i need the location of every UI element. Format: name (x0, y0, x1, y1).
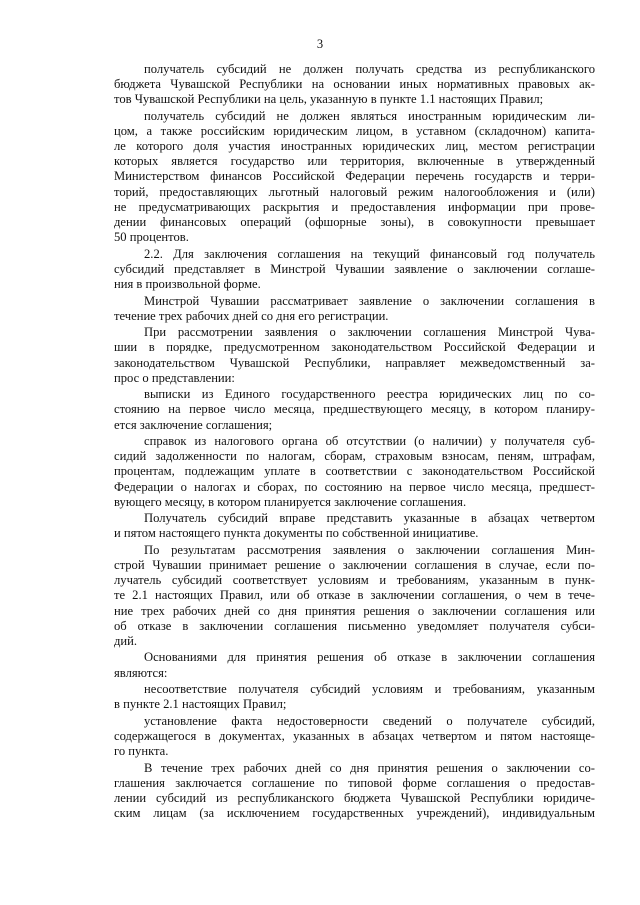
text-line: 50 процентов. (114, 230, 189, 245)
text-line: законодательством Чувашской Республики, направляет межведомственный за- (114, 355, 595, 370)
text-line: те 2.1 настоящих Правил, или об отказе в заключении соглашения, о чем в тече- (114, 588, 595, 603)
text-line: строй Чувашии принимает решение о заключении соглашения в случае, если по- (114, 558, 595, 573)
text-line: бюджета Чувашской Республики на основании иных нормативных правовых ак- (114, 77, 595, 92)
text-line: тов Чувашской Республики на цель, указанную в пункте 1.1 настоящих Правил; (114, 92, 544, 107)
text-line: лении субсидий из республиканского бюджета Чувашской Республики юридиче- (114, 791, 595, 806)
paragraph (114, 325, 595, 386)
text-line: стоянию на первое число месяца, предшествующего месяцу, в котором планиру- (114, 402, 595, 417)
text-line: торий, предоставляющих льготный налоговый режим налогообложения и (или) (114, 184, 595, 199)
text-line: глашения заключается соглашение по типовой форме соглашения о предостав- (114, 775, 595, 790)
text-line: и пятом настоящего пункта документы по собственной инициативе. (114, 526, 479, 541)
text-line: 2.2. Для заключения соглашения на текущий финансовый год получатель (144, 246, 595, 261)
text-line: течение трех рабочих дней со дня его регистрации. (114, 308, 389, 323)
text-line: ле которого доля участия иностранных юридических лиц, местом регистрации (114, 139, 595, 154)
text-line: процентам, подлежащим уплате в соответствии с законодательством Российской (114, 464, 595, 479)
text-line: ние трех рабочих дней со дня принятия решения о заключении соглашения или (114, 603, 595, 618)
text-line: дий. (114, 633, 138, 648)
text-line: выписки из Единого государственного реестра юридических лиц по со- (144, 387, 595, 402)
paragraph (114, 543, 595, 649)
text-line: субсидий представляет в Минстрой Чувашии заявление о заключении соглаше- (114, 261, 595, 276)
text-line: В течение трех рабочих дней со дня принятия решения о заключении со- (144, 760, 595, 775)
text-line: которых является государство или территория, включенные в утвержденный (114, 154, 595, 169)
document-body (114, 62, 595, 823)
paragraph (114, 247, 595, 292)
text-line: цом, а также российским юридическим лицом, в уставном (складочном) капита- (114, 124, 595, 139)
paragraph (114, 434, 595, 510)
text-line: дении финансовых операций (офшорные зоны), в совокупности превышает (114, 214, 595, 229)
text-line: получатель субсидий не должен являться иностранным юридическим ли- (144, 108, 595, 123)
text-line: ется заключение соглашения; (114, 417, 273, 432)
text-line: ния в произвольной форме. (114, 276, 261, 291)
paragraph (114, 682, 595, 712)
text-line: несоответствие получателя субсидий условиям и требованиям, указанным (144, 682, 595, 697)
text-line: вующего месяцу, в котором планируется заключение соглашения. (114, 494, 467, 509)
text-line: шии в порядке, предусмотренном законодательством Российской Федерации и (114, 340, 595, 355)
page-number: 3 (316, 37, 324, 51)
text-line: лучатель субсидий соответствует условиям и требованиям, указанным в пунк- (114, 573, 595, 588)
paragraph (114, 109, 595, 245)
text-line: При рассмотрении заявления о заключении соглашения Минстрой Чува- (144, 325, 595, 340)
paragraph (114, 294, 595, 324)
paragraph (114, 511, 595, 541)
text-line: сидий задолженности по налогам, сборам, страховым взносам, пеням, штрафам, (114, 449, 595, 464)
text-line: об отказе в заключении соглашения письменно уведомляет получателя субси- (114, 618, 595, 633)
text-line: Федерации о налогах и сборах, по состоянию на первое число месяца, предшест- (114, 479, 595, 494)
text-line: Министерством финансов Российской Федерации перечень государств и терри- (114, 169, 595, 184)
text-line: установление факта недостоверности сведений о получателе субсидий, (144, 713, 595, 728)
text-line: Получатель субсидий вправе представить указанные в абзацах четвертом (144, 511, 595, 526)
paragraph (114, 62, 595, 107)
paragraph (114, 761, 595, 822)
text-line: го пункта. (114, 744, 169, 759)
paragraph (114, 650, 595, 680)
text-line: справок из налогового органа об отсутствии (о наличии) у получателя суб- (144, 434, 595, 449)
text-line: в пункте 2.1 настоящих Правил; (114, 697, 287, 712)
text-line: Основаниями для принятия решения об отказе в заключении соглашения (144, 650, 595, 665)
text-line: Минстрой Чувашии рассматривает заявление о заключении соглашения в (144, 293, 595, 308)
paragraph (114, 714, 595, 759)
text-line: ским лицам (за исключением государственных учреждений), индивидуальным (114, 806, 595, 821)
text-line: не предусматривающих раскрытия и предоставления информации при прове- (114, 199, 595, 214)
text-line: По результатам рассмотрения заявления о заключении соглашения Мин- (144, 542, 595, 557)
text-line: содержащегося в документах, указанных в абзацах четвертом и пятом настояще- (114, 729, 595, 744)
text-line: прос о представлении: (114, 370, 235, 385)
text-line: являются: (114, 665, 168, 680)
text-line: получатель субсидий не должен получать средства из республиканского (144, 62, 595, 76)
paragraph (114, 387, 595, 432)
